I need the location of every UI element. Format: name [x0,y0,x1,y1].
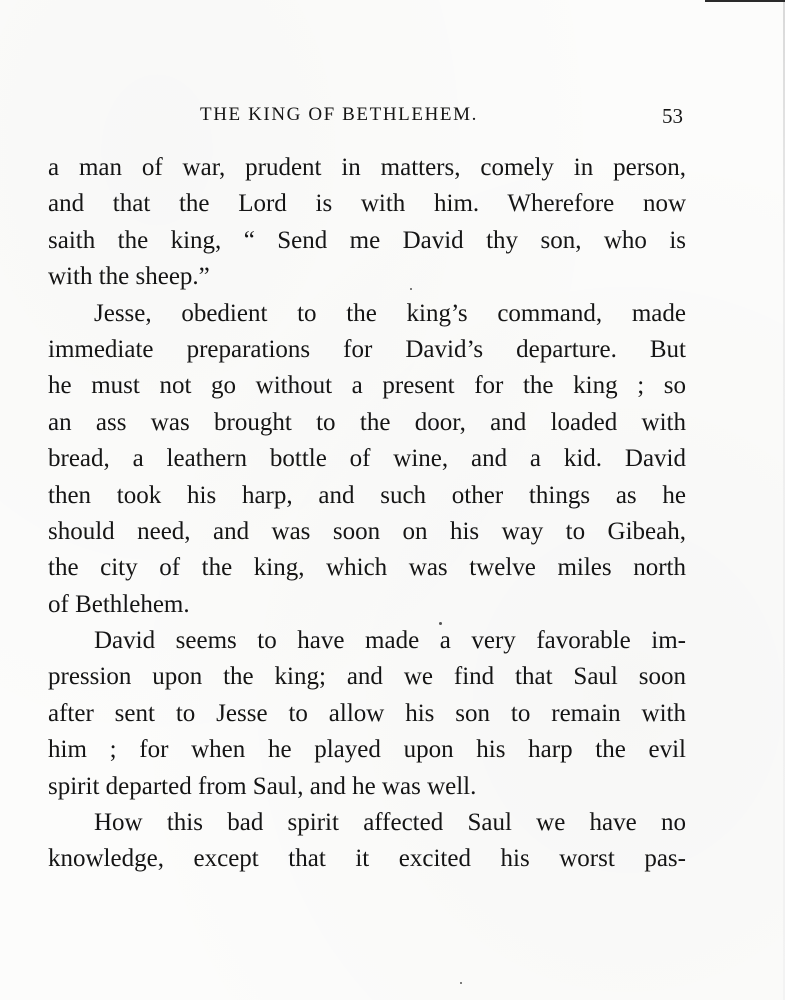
text-line: he must not go without a present for the king ; so [48,372,686,400]
text-line: should need, and was soon on his way to Gibeah, [48,517,686,545]
running-head: THE KING OF BETHLEHEM. [200,104,478,125]
text-line: How this bad spirit affected Saul we have no [94,809,686,837]
text-line: pression upon the king; and we find that Saul soon [48,663,686,691]
text-line: of Bethlehem. [48,590,190,618]
text-line: Jesse, obedient to the king’s command, made [94,299,686,327]
text-line: an ass was brought to the door, and loaded with [48,408,686,436]
ink-speck [460,982,462,984]
text-line: him ; for when he played upon his harp the evil [48,736,686,764]
text-line: David seems to have made a very favorable im- [94,627,686,655]
text-line: knowledge, except that it excited his worst pas- [48,845,686,873]
text-line: and that the Lord is with him. Wherefore now [48,190,686,218]
text-line: the city of the king, which was twelve miles north [48,554,686,582]
text-line: bread, a leathern bottle of wine, and a kid. David [48,445,686,473]
text-line: with the sheep.” [48,263,210,291]
ink-speck [410,288,412,290]
text-line: immediate preparations for David’s departure. But [48,335,686,363]
text-line: saith the king, “ Send me David thy son, who is [48,226,686,254]
text-line: spirit departed from Saul, and he was well. [48,772,477,800]
text-line: after sent to Jesse to allow his son to remain with [48,699,686,727]
ink-speck [439,622,442,625]
scan-border-mark [705,0,785,2]
text-line: a man of war, prudent in matters, comely in person, [48,154,686,181]
body-text [48,150,686,878]
page-number: 53 [662,104,683,128]
text-line: then took his harp, and such other things as he [48,481,686,509]
